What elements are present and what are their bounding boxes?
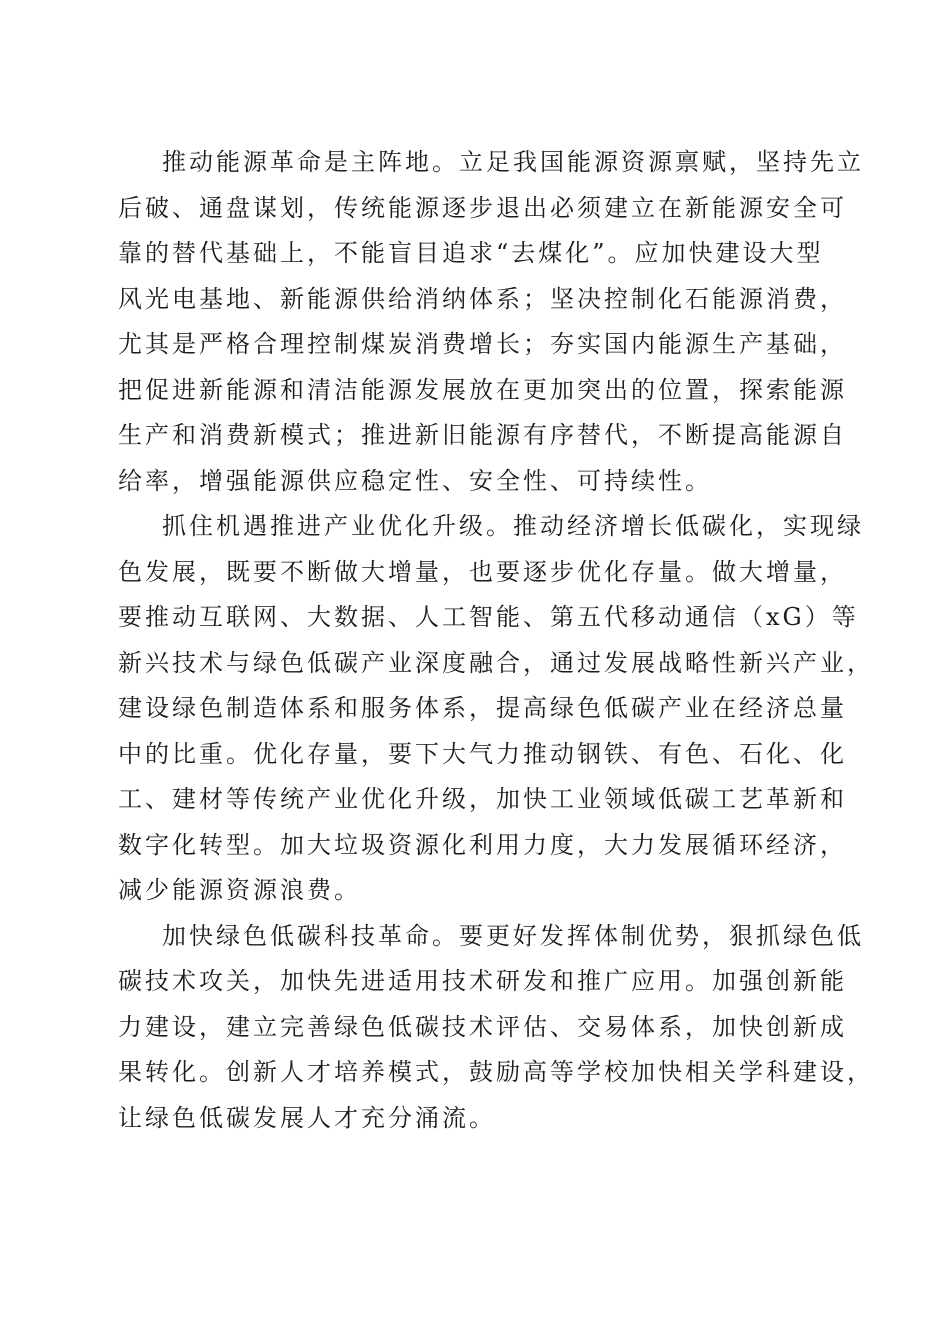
paragraph-line: 果转化。创新人才培养模式，鼓励高等学校加快相关学科建设，	[118, 1058, 874, 1086]
paragraph-line: 靠的替代基础上，不能盲目追求“去煤化”。应加快建设大型	[118, 239, 824, 267]
paragraph-line: 色发展，既要不断做大增量，也要逐步优化存量。做大增量，	[118, 557, 847, 586]
paragraph-line: 数字化转型。加大垃圾资源化利用力度，大力发展循环经济，	[118, 830, 847, 859]
paragraph-line: 工、建材等传统产业优化升级，加快工业领域低碳工艺革新和	[118, 785, 847, 813]
paragraph-line: 推动能源革命是主阵地。立足我国能源资源禀赋，坚持先立	[162, 148, 864, 176]
paragraph-line: 碳技术攻关，加快先进适用技术研发和推广应用。加强创新能	[118, 967, 847, 995]
paragraph-line: 生产和消费新模式；推进新旧能源有序替代，不断提高能源自	[118, 421, 847, 449]
paragraph-line: 加快绿色低碳科技革命。要更好发挥体制优势，狠抓绿色低	[162, 921, 864, 950]
paragraph-line: 后破、通盘谋划，传统能源逐步退出必须建立在新能源安全可	[118, 193, 847, 222]
paragraph-line: 中的比重。优化存量，要下大气力推动钢铁、有色、石化、化	[118, 739, 847, 768]
paragraph-industry-upgrade	[118, 504, 874, 914]
paragraph-line: 建设绿色制造体系和服务体系，提高绿色低碳产业在经济总量	[118, 694, 847, 722]
paragraph-line: 风光电基地、新能源供给消纳体系；坚决控制化石能源消费，	[118, 284, 847, 313]
document-body	[118, 140, 874, 1141]
paragraph-line: 减少能源资源浪费。	[118, 876, 361, 904]
paragraph-energy-revolution	[118, 140, 864, 504]
paragraph-line: 要推动互联网、大数据、人工智能、第五代移动通信（xG）等	[118, 603, 859, 631]
paragraph-line: 新兴技术与绿色低碳产业深度融合，通过发展战略性新兴产业，	[118, 648, 874, 677]
paragraph-line: 尤其是严格合理控制煤炭消费增长；夯实国内能源生产基础，	[118, 330, 847, 358]
paragraph-line: 把促进新能源和清洁能源发展放在更加突出的位置，探索能源	[118, 375, 847, 404]
paragraph-line: 抓住机遇推进产业优化升级。推动经济增长低碳化，实现绿	[162, 512, 864, 540]
paragraph-tech-revolution	[118, 914, 874, 1142]
paragraph-line: 让绿色低碳发展人才充分涌流。	[118, 1103, 496, 1132]
paragraph-line: 给率，增强能源供应稳定性、安全性、可持续性。	[118, 466, 712, 495]
paragraph-line: 力建设，建立完善绿色低碳技术评估、交易体系，加快创新成	[118, 1012, 847, 1041]
